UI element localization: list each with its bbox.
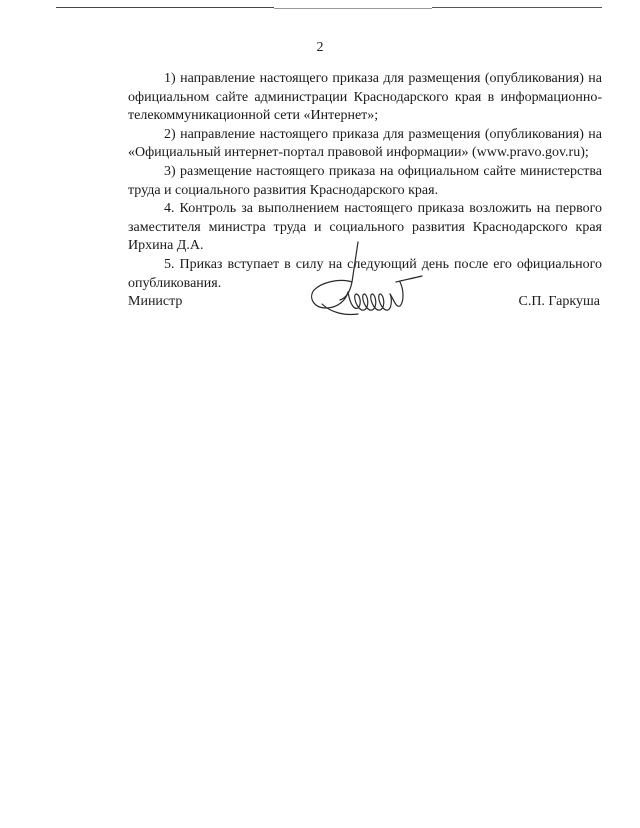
- paragraph: 3) размещение настоящего приказа на официальном сайте министерства труда и социального развития Краснодарского края.: [128, 163, 602, 198]
- paragraph: 4. Контроль за выполнением настоящего приказа возложить на первого заместителя министра труда и социального развития Краснодарского края Ирхина Д.А.: [128, 201, 602, 254]
- paragraph: 1) направление настоящего приказа для размещения (опубликования) на официальном сайте администрации Краснодарского края в информационно-телекоммуникационной сети «Интернет»;: [128, 71, 602, 124]
- scan-edge-line: [56, 7, 274, 8]
- paragraph: 2) направление настоящего приказа для размещения (опубликования) на «Официальный интернет-портал правовой информации» (www.pravo.gov.ru);: [128, 126, 602, 161]
- signatory-title: Министр: [128, 294, 183, 309]
- scan-edge-line: [432, 7, 602, 8]
- page-number: 2: [316, 40, 324, 55]
- paragraph: 5. Приказ вступает в силу на следующий день после его официального опубликования.: [128, 256, 602, 291]
- scan-edge-line: [274, 8, 432, 9]
- handwritten-signature: [300, 238, 430, 324]
- signatory-name: С.П. Гаркуша: [518, 294, 600, 309]
